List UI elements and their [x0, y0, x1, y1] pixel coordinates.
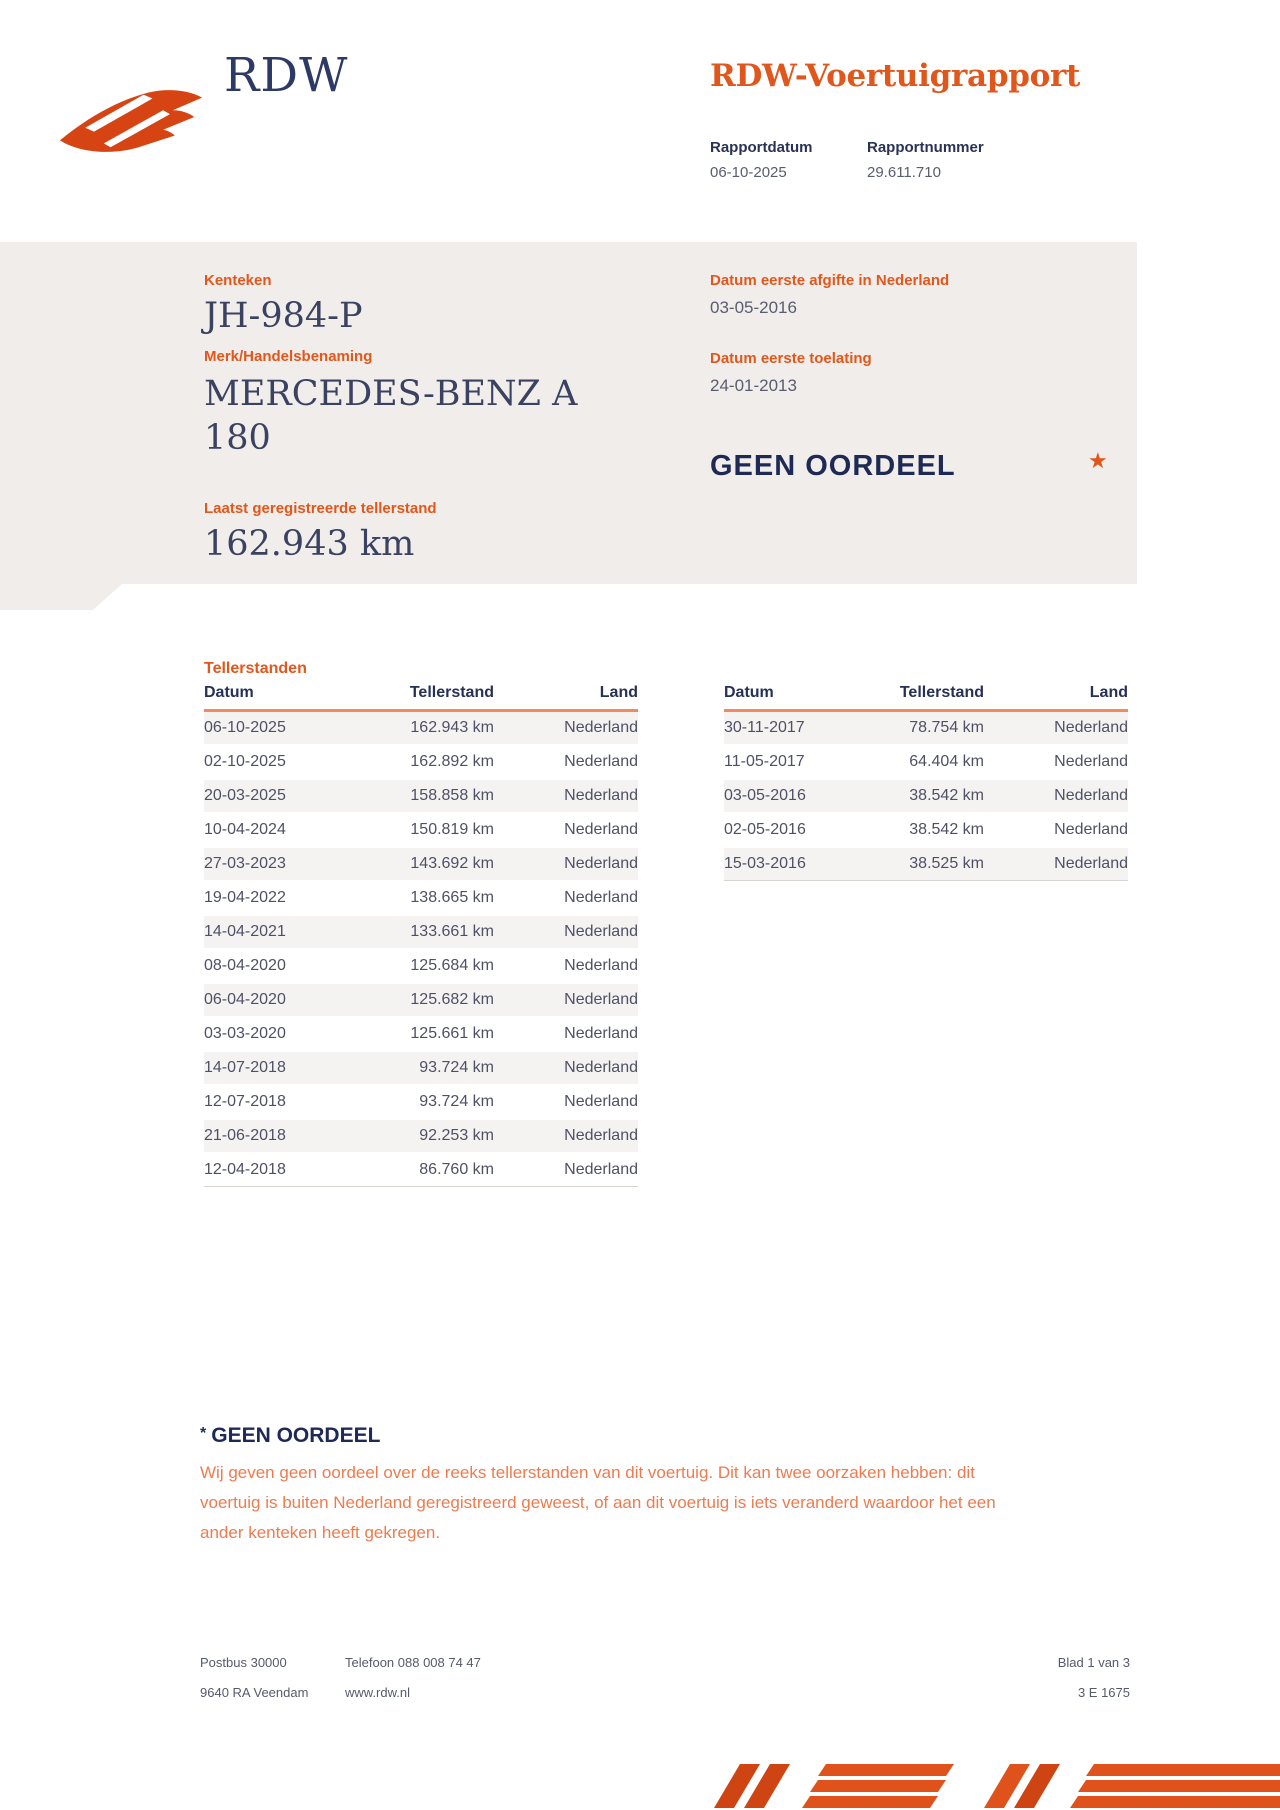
cell-land: Nederland [1054, 753, 1128, 770]
cell-datum: 11-05-2017 [724, 753, 805, 770]
afgifte-label: Datum eerste afgifte in Nederland [710, 272, 950, 289]
tellerstand-label: Laatst geregistreerde tellerstand [204, 500, 437, 517]
kenteken-value: JH-984-P [204, 296, 363, 336]
table-row [204, 1051, 638, 1085]
note-line: voertuig is buiten Nederland geregistreerd geweest, of aan dit voertuig is iets veranderd waardoor het een [200, 1493, 996, 1512]
cell-tellerstand: 162.943 km [410, 719, 494, 736]
tellerstand-value: 162.943 km [204, 524, 415, 564]
table-row [204, 1017, 638, 1051]
cell-tellerstand: 93.724 km [419, 1059, 494, 1076]
cell-land: Nederland [564, 1059, 638, 1076]
cell-land: Nederland [564, 719, 638, 736]
cell-tellerstand: 150.819 km [410, 821, 494, 838]
cell-tellerstand: 125.661 km [410, 1025, 494, 1042]
footer-phone: Telefoon 088 008 74 47 [345, 1655, 481, 1670]
toelating-value: 24-01-2013 [710, 376, 797, 395]
cell-land: Nederland [1054, 719, 1128, 736]
table-row [724, 779, 1128, 813]
cell-tellerstand: 125.682 km [410, 991, 494, 1008]
cell-tellerstand: 125.684 km [410, 957, 494, 974]
cell-tellerstand: 78.754 km [909, 719, 984, 736]
cell-tellerstand: 92.253 km [419, 1127, 494, 1144]
cell-datum: 08-04-2020 [204, 957, 286, 974]
note-body [200, 1458, 1160, 1548]
cell-datum: 30-11-2017 [724, 719, 805, 736]
odometer-table-left [204, 684, 638, 1187]
tellerstanden-heading: Tellerstanden [204, 660, 307, 677]
cell-datum: 19-04-2022 [204, 889, 286, 906]
table-row [724, 745, 1128, 779]
cell-datum: 20-03-2025 [204, 787, 286, 804]
cell-datum: 15-03-2016 [724, 855, 806, 872]
rdw-logo-wordmark: RDW [224, 48, 349, 103]
cell-land: Nederland [564, 957, 638, 974]
table-row [204, 983, 638, 1017]
rdw-feather-logo-icon [58, 80, 204, 158]
column-header-datum: Datum [724, 684, 864, 711]
cell-land: Nederland [564, 1127, 638, 1144]
cell-datum: 14-07-2018 [204, 1059, 286, 1076]
footer-city: 9640 RA Veendam [200, 1685, 309, 1700]
column-header-datum: Datum [204, 684, 344, 711]
report-number-value: 29.611.710 [867, 164, 941, 181]
column-header-tellerstand: Tellerstand [344, 684, 494, 711]
toelating-label: Datum eerste toelating [710, 350, 872, 367]
cell-tellerstand: 138.665 km [410, 889, 494, 906]
oordeel-verdict: GEEN OORDEEL [710, 450, 956, 482]
table-header-row [204, 684, 638, 711]
cell-tellerstand: 143.692 km [410, 855, 494, 872]
cell-datum: 02-10-2025 [204, 753, 286, 770]
table-row [204, 1153, 638, 1187]
table-row [204, 881, 638, 915]
kenteken-label: Kenteken [204, 272, 272, 289]
table-row [724, 847, 1128, 881]
report-number-label: Rapportnummer [867, 139, 984, 156]
footer-contact [345, 1656, 481, 1699]
table-row [204, 779, 638, 813]
footer-address [200, 1656, 308, 1699]
table-row [204, 711, 638, 746]
report-date-label: Rapportdatum [710, 139, 813, 156]
cell-tellerstand: 133.661 km [410, 923, 494, 940]
table-row [204, 949, 638, 983]
table-row [204, 745, 638, 779]
cell-tellerstand: 38.542 km [909, 787, 984, 804]
cell-datum: 12-07-2018 [204, 1093, 286, 1110]
table-row [204, 1119, 638, 1153]
note-line: ander kenteken heeft gekregen. [200, 1523, 441, 1542]
cell-land: Nederland [564, 1093, 638, 1110]
cell-land: Nederland [564, 1025, 638, 1042]
column-header-land: Land [984, 684, 1128, 711]
footer-page-indicator: Blad 1 van 3 [1057, 1655, 1130, 1670]
cell-datum: 27-03-2023 [204, 855, 286, 872]
cell-tellerstand: 86.760 km [419, 1161, 494, 1178]
cell-land: Nederland [1054, 787, 1128, 804]
rdw-pattern-graphic [648, 1762, 1280, 1810]
cell-tellerstand: 38.525 km [909, 855, 984, 872]
cell-tellerstand: 64.404 km [909, 753, 984, 770]
table-row [204, 915, 638, 949]
vehicle-summary-panel-tab [0, 584, 122, 610]
report-date-value: 06-10-2025 [710, 164, 787, 181]
table-row [204, 1085, 638, 1119]
cell-datum: 03-03-2020 [204, 1025, 286, 1042]
cell-land: Nederland [564, 923, 638, 940]
table-row [724, 711, 1128, 746]
cell-datum: 06-04-2020 [204, 991, 286, 1008]
cell-land: Nederland [564, 1161, 638, 1178]
cell-tellerstand: 158.858 km [410, 787, 494, 804]
table-row [204, 813, 638, 847]
column-header-land: Land [494, 684, 638, 711]
cell-land: Nederland [564, 889, 638, 906]
cell-land: Nederland [1054, 821, 1128, 838]
cell-datum: 21-06-2018 [204, 1127, 286, 1144]
cell-datum: 06-10-2025 [204, 719, 286, 736]
cell-tellerstand: 162.892 km [410, 753, 494, 770]
cell-land: Nederland [564, 787, 638, 804]
cell-land: Nederland [564, 753, 638, 770]
footer-postbus: Postbus 30000 [200, 1655, 287, 1670]
footnote-star-icon: ★ [1088, 448, 1108, 473]
note-heading-text: GEEN OORDEEL [211, 1424, 381, 1447]
table-row [724, 813, 1128, 847]
odometer-table-right [724, 684, 1128, 881]
cell-tellerstand: 93.724 km [419, 1093, 494, 1110]
footer-form-code: 3 E 1675 [1077, 1685, 1130, 1700]
cell-tellerstand: 38.542 km [909, 821, 984, 838]
cell-land: Nederland [564, 991, 638, 1008]
note-asterisk: * [200, 1425, 207, 1442]
afgifte-value: 03-05-2016 [710, 298, 797, 317]
note-line: Wij geven geen oordeel over de reeks tellerstanden van dit voertuig. Dit kan twee oorzaken hebben: dit [200, 1463, 975, 1482]
merk-value: MERCEDES-BENZ A 180 [204, 374, 578, 458]
cell-land: Nederland [564, 821, 638, 838]
merk-label: Merk/Handelsbenaming [204, 348, 373, 365]
footer-website: www.rdw.nl [345, 1685, 411, 1700]
table-header-row [724, 684, 1128, 711]
cell-datum: 14-04-2021 [204, 923, 286, 940]
cell-land: Nederland [1054, 855, 1128, 872]
cell-datum: 03-05-2016 [724, 787, 806, 804]
table-row [204, 847, 638, 881]
note-heading [200, 1424, 380, 1448]
cell-datum: 10-04-2024 [204, 821, 286, 838]
footer-page-info [1058, 1656, 1130, 1699]
column-header-tellerstand: Tellerstand [864, 684, 984, 711]
cell-datum: 12-04-2018 [204, 1161, 286, 1178]
cell-datum: 02-05-2016 [724, 821, 806, 838]
cell-land: Nederland [564, 855, 638, 872]
page-title: RDW-Voertuigrapport [710, 58, 1081, 94]
